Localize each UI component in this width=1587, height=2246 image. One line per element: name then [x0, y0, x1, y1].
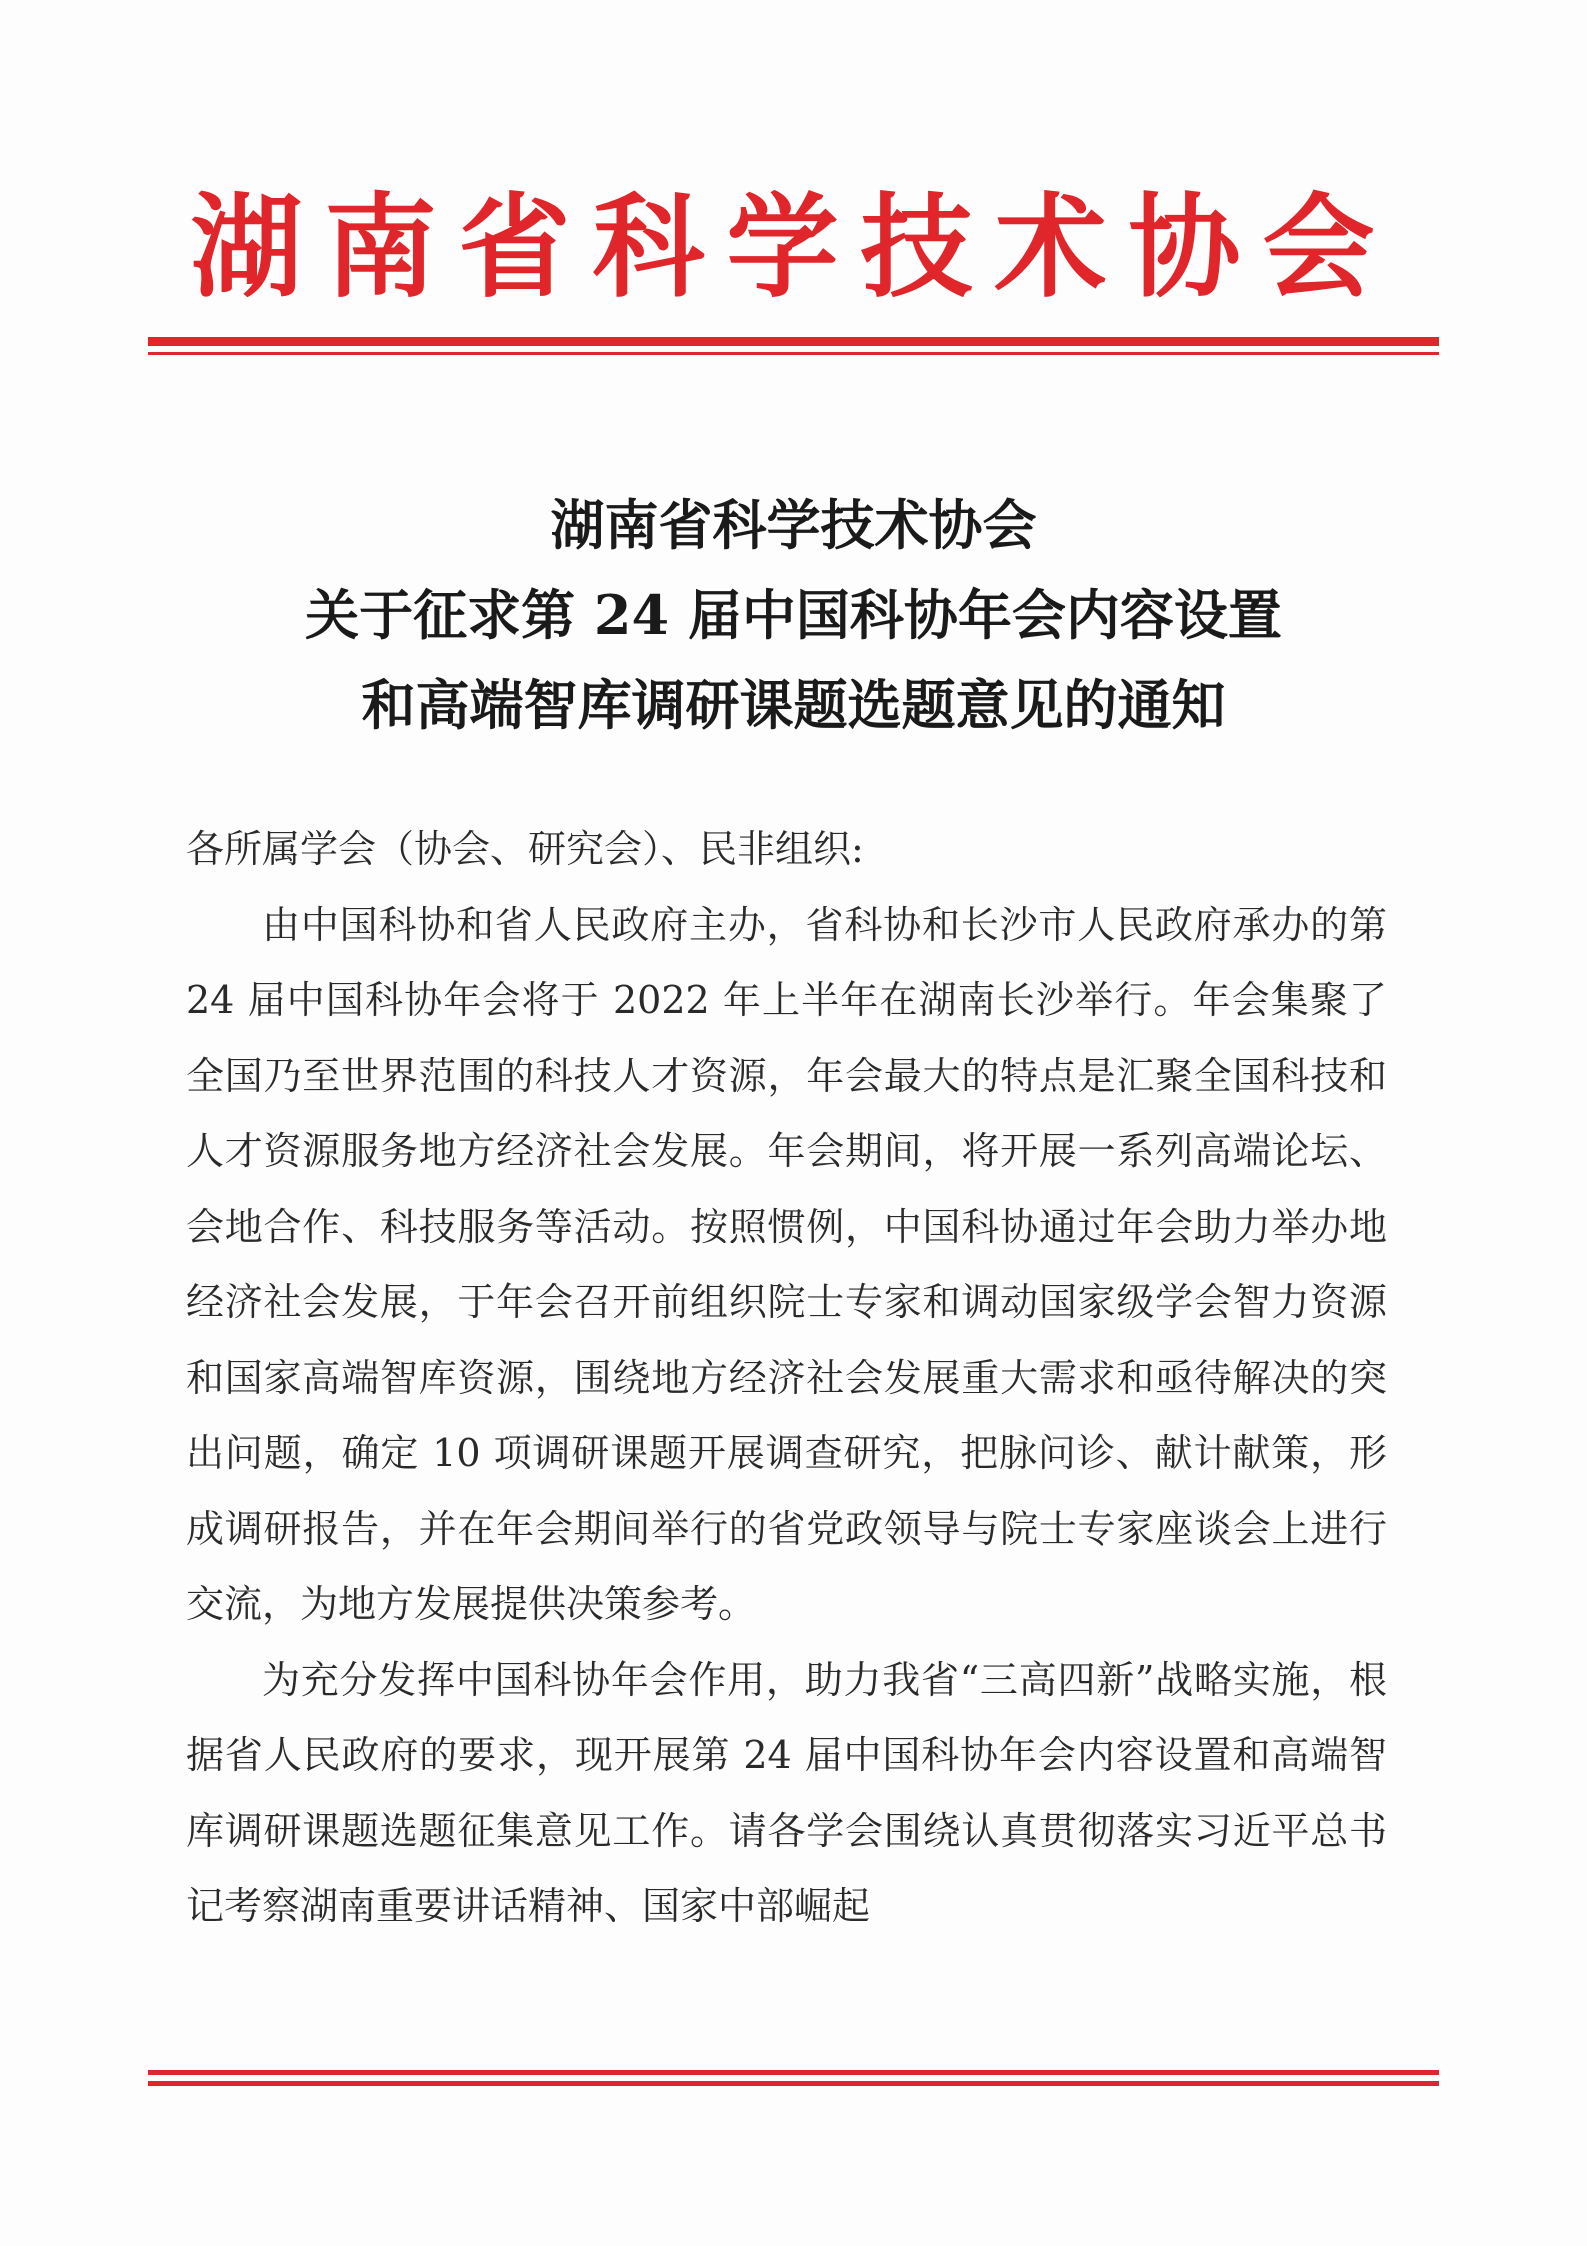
title-line-1: 湖南省科学技术协会 [550, 493, 1037, 557]
footer-rule-1 [148, 2070, 1439, 2075]
salutation: 各所属学会（协会、研究会）、民非组织: [186, 827, 864, 871]
document-body [186, 812, 1387, 1945]
title-line-3: 和高端智库调研课题选题意见的通知 [361, 673, 1226, 737]
title-line-2: 关于征求第 24 届中国科协年会内容设置 [305, 583, 1282, 647]
document-title [148, 480, 1439, 750]
paragraph-1: 由中国科协和省人民政府主办，省科协和长沙市人民政府承办的第 24 届中国科协年会将于 2022 年上半年在湖南长沙举行。年会集聚了全国乃至世界范围的科技人才资源，年会最大的特点是汇聚全国科技和人才资源服务地方经济社会发展。年会期间，将开展一系列高端论坛、会地合作、科技服务等活动。按照惯例，中国科协通过年会助力举办地经济社会发展，于年会召开前组织院士专家和调动国家级学会智力资源和国家高端智库资源，围绕地方经济社会发展重大需求和亟待解决的突出问题，确定 10 项调研课题开展调查研究，把脉问诊、献计献策，形成调研报告，并在年会期间举行的省党政领导与院士专家座谈会上进行交流，为地方发展提供决策参考。 [186, 902, 1387, 1626]
letterhead-rule-thick [148, 337, 1439, 346]
footer-rule-2 [148, 2081, 1439, 2086]
letterhead-title: 湖南省科学技术协会 [190, 183, 1397, 313]
paragraph-2: 为充分发挥中国科协年会作用，助力我省“三高四新”战略实施，根据省人民政府的要求，现开展第 24 届中国科协年会内容设置和高端智库调研课题选题征集意见工作。请各学会围绕认真贯彻落实习近平总书记考察湖南重要讲话精神、国家中部崛起 [186, 1657, 1387, 1928]
letterhead-rule-thin [148, 352, 1439, 355]
